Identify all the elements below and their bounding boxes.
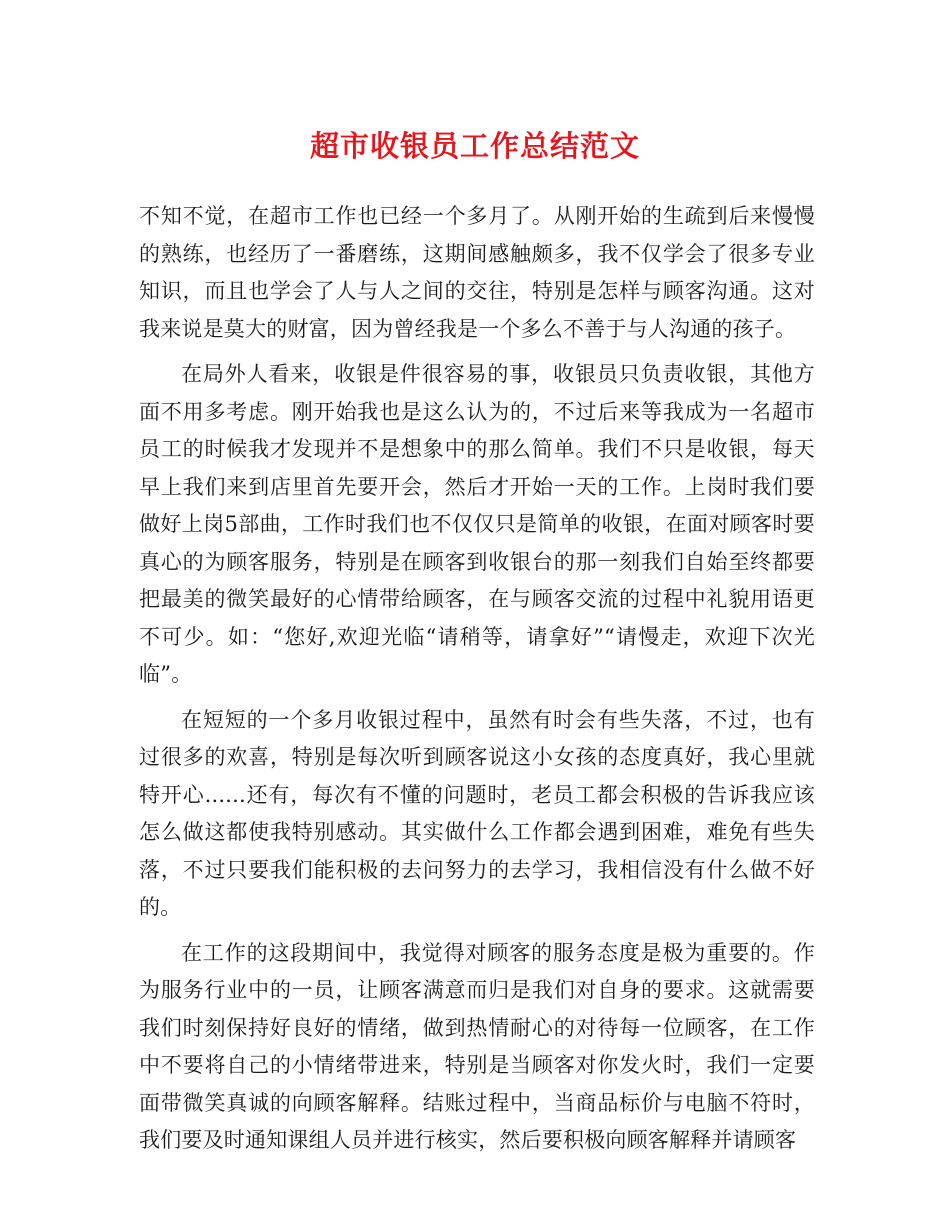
paragraph-3: 在短短的一个多月收银过程中，虽然有时会有些失落，不过，也有过很多的欢喜，特别是每次听到顾客说这小女孩的态度真好，我心里就特开心......还有，每次有不懂的问题时，老员工都会积极的告诉我应该怎么做这都使我特别感动。其实做什么工作都会遇到困难，难免有些失落，不过只要我们能积极的去问努力的去学习，我相信没有什么做不好的。 (139, 707, 815, 919)
paragraph-1: 不知不觉，在超市工作也已经一个多月了。从刚开始的生疏到后来慢慢的熟练，也经历了一番磨练，这期间感触颇多，我不仅学会了很多专业知识，而且也学会了人与人之间的交往，特别是怎样与顾客沟通。这对我来说是莫大的财富，因为曾经我是一个多么不善于与人沟通的孩子。 (139, 204, 815, 341)
paragraph-4: 在工作的这段期间中，我觉得对顾客的服务态度是极为重要的。作为服务行业中的一员，让顾客满意而归是我们对自身的要求。这就需要我们时刻保持好良好的情绪，做到热情耐心的对待每一位顾客，在工作中不要将自己的小情绪带进来，特别是当顾客对你发火时，我们一定要面带微笑真诚的向顾客解释。结账过程中，当商品标价与电脑不符时，我们要及时通知课组人员并进行核实，然后要积极向顾客解释并请顾客 (139, 940, 815, 1152)
document-title: 超市收银员工作总结范文 (309, 129, 640, 163)
paragraph-2: 在局外人看来，收银是件很容易的事，收银员只负责收银，其他方面不用多考虑。刚开始我也是这么认为的，不过后来等我成为一名超市员工的时候我才发现并不是想象中的那么简单。我们不只是收银，每天早上我们来到店里首先要开会，然后才开始一天的工作。上岗时我们要做好上岗5部曲，工作时我们也不仅仅只是简单的收银，在面对顾客时要真心的为顾客服务，特别是在顾客到收银台的那一刻我们自始至终都要把最美的微笑最好的心情带给顾客，在与顾客交流的过程中礼貌用语更不可少。如：“您好,欢迎光临“请稍等，请拿好”“请慢走，欢迎下次光临”。 (139, 362, 815, 686)
document-body (139, 198, 815, 1168)
